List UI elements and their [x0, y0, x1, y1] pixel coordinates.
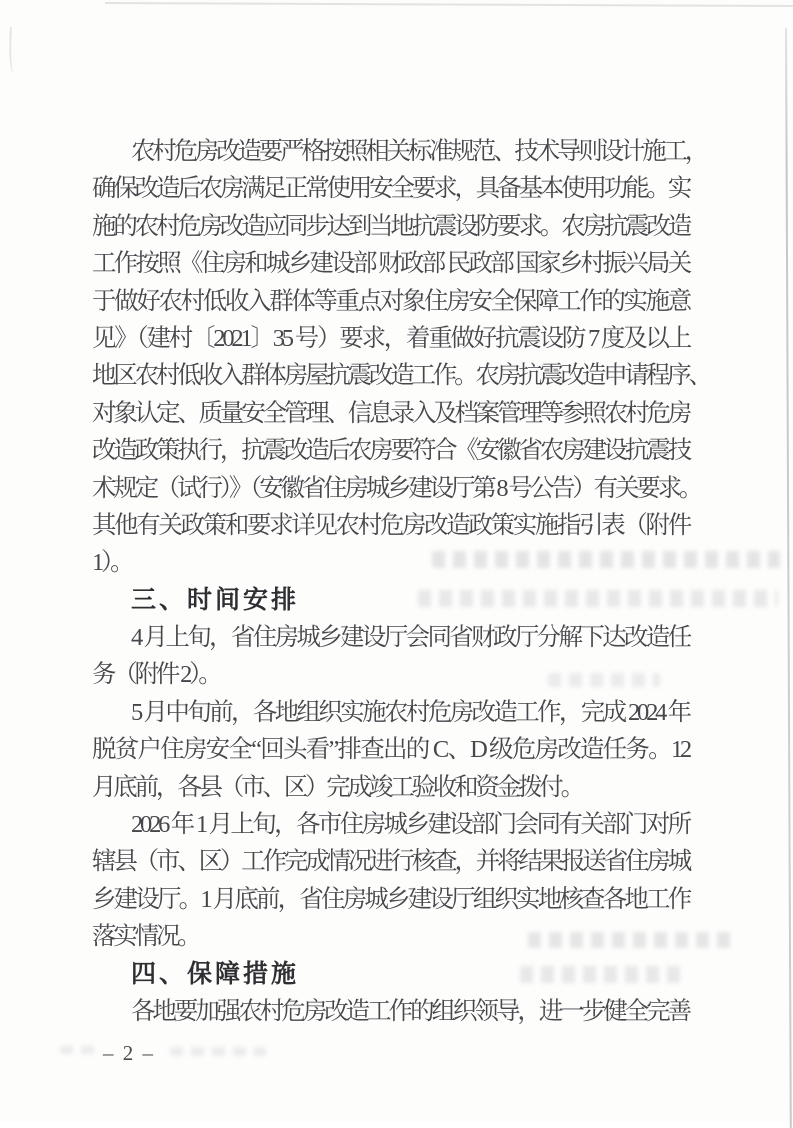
page-number: – 2 – — [103, 1041, 155, 1065]
text-line: 术规定（试行）》（安徽省住房城乡建设厅第 8 号公告）有关要求。 — [92, 474, 701, 502]
text-line: 脱贫户住房安全“回头看”排查出的 C、D 级危房改造任务。12 — [92, 736, 689, 764]
text-line: 2026 年 1 月上旬，各市住房城乡建设部门会同有关部门对所 — [131, 811, 689, 839]
text-line: 改造政策执行，抗震改造后农房要符合《安徽省农房建设抗震技 — [92, 437, 689, 465]
text-line: 施的农村危房改造应同步达到当地抗震设防要求。农房抗震改造 — [92, 212, 689, 240]
bleedthrough-artifact — [60, 1046, 102, 1054]
scan-fold-artifact — [8, 27, 18, 73]
text-line: 1）。 — [92, 549, 132, 577]
section-heading: 四、保障措施 — [131, 959, 300, 988]
text-line: 地区农村低收入群体房屋抗震改造工作。农房抗震改造申请程序、 — [92, 362, 710, 390]
text-line: 于做好农村低收入群体等重点对象住房安全保障工作的实施意 — [92, 287, 689, 315]
section-heading: 三、时间安排 — [131, 585, 300, 614]
text-line: 其他有关政策和要求详见农村危房改造政策实施指引表（附件 — [92, 511, 689, 539]
scan-edge-right — [785, 28, 792, 1128]
text-line: 各地要加强农村危房改造工作的组织领导，进一步健全完善 — [131, 997, 689, 1025]
text-line: 4 月上旬，省住房城乡建设厅会同省财政厅分解下达改造任 — [131, 624, 689, 652]
text-line: 工作按照《住房和城乡建设部 财政部 民政部 国家乡村振兴局关 — [92, 250, 689, 278]
text-line: 务（附件 2）。 — [92, 661, 220, 689]
bleedthrough-artifact — [170, 1047, 266, 1056]
text-line: 见》（建村〔2021〕35 号）要求，着重做好抗震设防 7 度及以上 — [92, 324, 689, 352]
text-line: 对象认定、质量安全管理、信息录入及档案管理等参照农村危房 — [92, 399, 689, 427]
text-line: 确保改造后农房满足正常使用安全要求，具备基本使用功能。实 — [92, 175, 689, 203]
text-line: 乡建设厅。1 月底前，省住房城乡建设厅组织实地核查各地工作 — [92, 885, 689, 913]
text-line: 农村危房改造要严格按照相关标准规范、技术导则设计施工， — [131, 138, 707, 165]
text-line: 辖县（市、区）工作完成情况进行核查，并将结果报送省住房城 — [92, 848, 689, 876]
text-line: 落实情况。 — [92, 923, 199, 951]
text-line: 5 月中旬前，各地组织实施农村危房改造工作，完成 2024 年 — [131, 698, 689, 726]
document-body — [92, 133, 710, 1030]
scan-edge-top — [105, 2, 793, 7]
text-line: 月底前，各县（市、区）完成竣工验收和资金拨付。 — [92, 773, 582, 801]
